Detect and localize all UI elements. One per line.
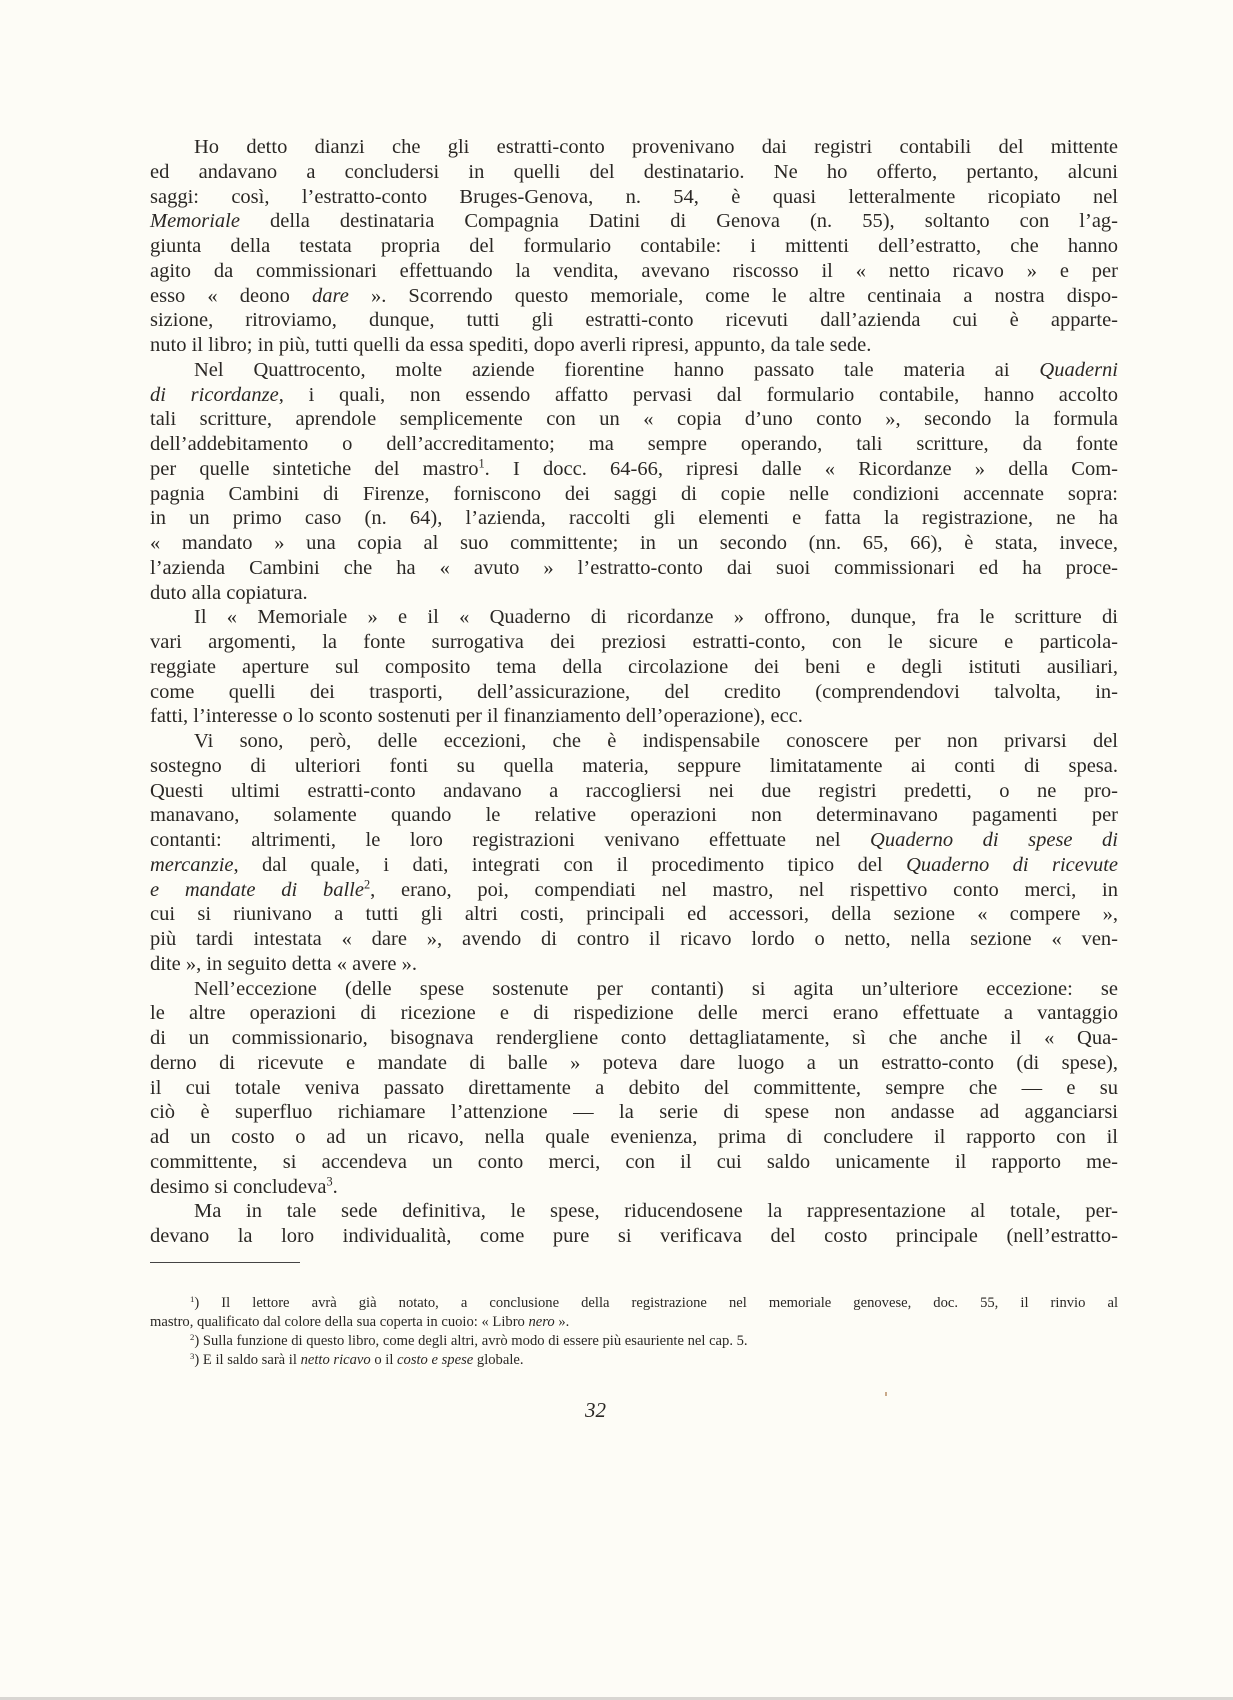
text-run: ». xyxy=(554,1314,570,1330)
text-run: contanti: altrimenti, le loro registrazioni venivano effettuate nel xyxy=(150,829,871,851)
text-line xyxy=(150,1026,1118,1051)
text-line xyxy=(150,259,1118,284)
text-line xyxy=(150,1100,1118,1125)
text-line xyxy=(150,581,1118,606)
text-line xyxy=(150,1294,1118,1313)
text-run: reggiate aperture sul composito tema della circolazione dei beni e degli istituti ausiliari, xyxy=(150,655,1118,678)
text-line xyxy=(150,1351,1118,1370)
text-line xyxy=(150,803,1118,828)
text-line xyxy=(150,1199,1118,1224)
text-line xyxy=(150,1175,1118,1200)
text-run: sostegno di ulteriori fonti su quella materia, seppure limitatamente ai conti di spesa. xyxy=(150,754,1118,777)
body-text xyxy=(150,135,1118,1249)
text-run: mastro, qualificato dal colore della sua coperta in cuoio: « Libro xyxy=(150,1314,529,1330)
text-run: , erano, poi, compendiati nel mastro, nel rispettivo conto merci, in xyxy=(370,878,1118,901)
text-line xyxy=(150,779,1118,804)
text-run: cui si riunivano a tutti gli altri costi, principali ed accessori, della sezione « compere », xyxy=(150,903,1118,926)
text-line xyxy=(150,680,1118,705)
text-line xyxy=(150,482,1118,507)
footnote-marker: 3 xyxy=(326,1174,333,1189)
text-line xyxy=(150,135,1118,160)
footnote-marker: 2 xyxy=(190,1331,195,1342)
paragraph xyxy=(150,605,1118,729)
text-line xyxy=(150,1051,1118,1076)
text-line xyxy=(150,1332,1118,1351)
text-run: Ma in tale sede definitiva, le spese, riducendosene la rappresentazione al totale, per- xyxy=(194,1200,1118,1223)
text-run: , dal quale, i dati, integrati con il procedimento tipico del xyxy=(233,853,907,876)
text-line xyxy=(150,655,1118,680)
text-run: ) Sulla funzione di questo libro, come degli altri, avrò modo di essere più esauriente nel cap. 5. xyxy=(194,1333,748,1349)
italic-text: di ricordanze xyxy=(150,383,279,406)
text-run: più tardi intestata « dare », avendo di contro il ricavo lordo o netto, nella sezione « ven- xyxy=(150,928,1118,950)
text-run: come quelli dei trasporti, dell’assicurazione, del credito (comprendendovi talvolta, in- xyxy=(150,680,1118,703)
paragraph xyxy=(150,358,1118,606)
text-run: fatti, l’interesse o lo sconto sostenuti per il finanziamento dell’operazione), ecc. xyxy=(150,705,803,728)
italic-text: costo e spese xyxy=(397,1352,474,1368)
text-run: ad un costo o ad un ricavo, nella quale evenienza, prima di concludere il rapporto con il xyxy=(150,1126,1118,1148)
text-run: in un primo caso (n. 64), l’azienda, raccolti gli elementi e fatta la registrazione, ne ha xyxy=(150,507,1118,530)
text-line xyxy=(150,1224,1118,1249)
text-run: pagnia Cambini di Firenze, forniscono dei saggi di copie nelle condizioni accennate sopra: xyxy=(150,482,1118,505)
text-run: l’azienda Cambini che ha « avuto » l’estratto-conto dai suoi commissionari ed ha proce- xyxy=(150,556,1118,579)
footnote-separator xyxy=(150,1262,300,1263)
paragraph xyxy=(150,729,1118,977)
text-run: Nel Quattrocento, molte aziende fiorentine hanno passato tale materia ai xyxy=(194,358,1040,381)
text-line xyxy=(150,333,1118,358)
text-run: . xyxy=(332,1175,338,1198)
text-run: ». Scorrendo questo memoriale, come le altre centinaia a nostra dispo- xyxy=(348,284,1119,307)
italic-text: mercanzie xyxy=(150,853,234,876)
text-run: ) Il lettore avrà già notato, a conclusione della registrazione nel memoriale genovese, doc. 55, il rinvio al xyxy=(194,1295,1118,1311)
text-line xyxy=(150,1125,1118,1150)
italic-text: Quaderno di spese di xyxy=(870,829,1118,851)
text-run: saggi: così, l’estratto-conto Bruges-Genova, n. 54, è quasi letteralmente ricopiato nel xyxy=(150,185,1118,208)
paragraph xyxy=(150,1199,1118,1249)
text-run: , i quali, non essendo affatto pervasi dal formulario contabile, hanno accolto xyxy=(278,383,1118,406)
text-run: devano la loro individualità, come pure si verificava del costo principale (nell’estratto- xyxy=(150,1225,1118,1247)
text-run: nuto il libro; in più, tutti quelli da essa spediti, dopo averli ripresi, appunto, da tale sede. xyxy=(150,334,872,356)
text-run: dell’addebitamento o dell’accreditamento; ma sempre operando, tali scritture, da fonte xyxy=(150,433,1118,455)
text-line xyxy=(150,556,1118,581)
paragraph xyxy=(150,135,1118,358)
text-line xyxy=(150,1150,1118,1175)
text-line xyxy=(150,234,1118,259)
text-run: desimo si concludeva xyxy=(150,1175,327,1198)
text-line xyxy=(150,531,1118,556)
page-number: 32 xyxy=(585,1398,606,1422)
italic-text: Memoriale xyxy=(150,210,240,233)
italic-text: nero xyxy=(528,1314,555,1330)
text-line xyxy=(150,358,1118,383)
text-line xyxy=(150,952,1118,977)
text-run: o il xyxy=(370,1352,398,1368)
italic-text: e mandate di balle xyxy=(150,878,364,901)
text-line xyxy=(150,160,1118,185)
text-line xyxy=(150,927,1118,952)
text-line xyxy=(150,853,1118,878)
text-run: per quelle sintetiche del mastro xyxy=(150,457,479,480)
text-run: giunta della testata propria del formulario contabile: i mittenti dell’estratto, che hanno xyxy=(150,235,1118,257)
text-run: della destinataria Compagnia Datini di Genova (n. 55), soltanto con l’ag- xyxy=(239,210,1118,233)
italic-text: Quaderno di ricevute xyxy=(906,853,1118,876)
text-run: ) E il saldo sarà il xyxy=(194,1352,301,1368)
footnote-marker: 1 xyxy=(478,456,485,471)
text-run: Ho detto dianzi che gli estratti-conto provenivano dai registri contabili del mittente xyxy=(194,136,1118,158)
text-run: Il « Memoriale » e il « Quaderno di ricordanze » offrono, dunque, fra le scritture di xyxy=(194,606,1118,629)
text-line xyxy=(150,878,1118,903)
text-run: . I docc. 64-66, ripresi dalle « Ricordanze » della Com- xyxy=(484,457,1118,480)
text-line xyxy=(150,729,1118,754)
italic-text: Quaderni xyxy=(1039,358,1118,381)
text-line xyxy=(150,383,1118,408)
italic-text: dare xyxy=(312,284,349,307)
text-line xyxy=(150,308,1118,333)
text-line xyxy=(150,1076,1118,1101)
text-line xyxy=(150,432,1118,457)
text-line xyxy=(150,407,1118,432)
text-line xyxy=(150,1001,1118,1026)
text-line xyxy=(150,185,1118,210)
footnote xyxy=(150,1294,1118,1332)
text-run: il cui totale veniva passato direttamente a debito del committente, sempre che — e su xyxy=(150,1076,1118,1099)
text-line xyxy=(150,457,1118,482)
text-run: duto alla copiatura. xyxy=(150,581,308,604)
text-run: committente, si accendeva un conto merci, con il cui saldo unicamente il rapporto me- xyxy=(150,1150,1118,1173)
text-run: ed andavano a concludersi in quelli del destinatario. Ne ho offerto, pertanto, alcuni xyxy=(150,160,1118,183)
footnote-marker: 3 xyxy=(190,1350,195,1361)
text-line xyxy=(150,506,1118,531)
text-line xyxy=(150,284,1118,309)
text-line xyxy=(150,754,1118,779)
text-run: agito da commissionari effettuando la vendita, avevano riscosso il « netto ricavo » e per xyxy=(150,259,1118,282)
text-run: Nell’eccezione (delle spese sostenute per contanti) si agita un’ulteriore eccezione: se xyxy=(194,977,1118,1000)
footnotes xyxy=(150,1294,1118,1370)
text-run: « mandato » una copia al suo committente; in un secondo (nn. 65, 66), è stata, invece, xyxy=(150,532,1118,554)
text-run: Questi ultimi estratti-conto andavano a raccogliersi nei due registri predetti, o ne pro- xyxy=(150,779,1118,802)
footnote xyxy=(150,1351,1118,1370)
text-line xyxy=(150,630,1118,655)
paragraph xyxy=(150,977,1118,1200)
text-run: sizione, ritroviamo, dunque, tutti gli estratti-conto ricevuti dall’azienda cui è apparte- xyxy=(150,309,1118,332)
italic-text: netto ricavo xyxy=(300,1352,371,1368)
text-line xyxy=(150,209,1118,234)
text-line xyxy=(150,1313,1118,1332)
text-run: derno di ricevute e mandate di balle » poteva dare luogo a un estratto-conto (di spese), xyxy=(150,1051,1118,1074)
text-run: globale. xyxy=(473,1352,524,1368)
text-run: manavano, solamente quando le relative operazioni non determinavano pagamenti per xyxy=(150,804,1118,827)
text-run: tali scritture, aprendole semplicemente con un « copia d’uno conto », secondo la formula xyxy=(150,408,1118,431)
footnote xyxy=(150,1332,1118,1351)
text-line xyxy=(150,977,1118,1002)
text-run: Vi sono, però, delle eccezioni, che è indispensabile conoscere per non privarsi del xyxy=(194,730,1118,752)
text-run: dite », in seguito detta « avere ». xyxy=(150,952,417,975)
scan-speck xyxy=(885,1392,887,1396)
text-line xyxy=(150,902,1118,927)
text-run: ciò è superfluo richiamare l’attenzione — la serie di spese non andasse ad agganciarsi xyxy=(150,1101,1118,1124)
text-run: le altre operazioni di ricezione e di rispedizione delle merci erano effettuate a vantaggio xyxy=(150,1002,1118,1025)
footnote-marker: 1 xyxy=(190,1293,195,1304)
text-run: vari argomenti, la fonte surrogativa dei preziosi estratti-conto, con le sicure e particola- xyxy=(150,631,1118,653)
text-line xyxy=(150,605,1118,630)
text-run: di un commissionario, bisognava rendergliene conto dettagliatamente, sì che anche il « Qua- xyxy=(150,1027,1118,1049)
text-run: esso « deono xyxy=(150,284,312,307)
text-line xyxy=(150,704,1118,729)
text-line xyxy=(150,828,1118,853)
footnote-marker: 2 xyxy=(363,877,371,892)
